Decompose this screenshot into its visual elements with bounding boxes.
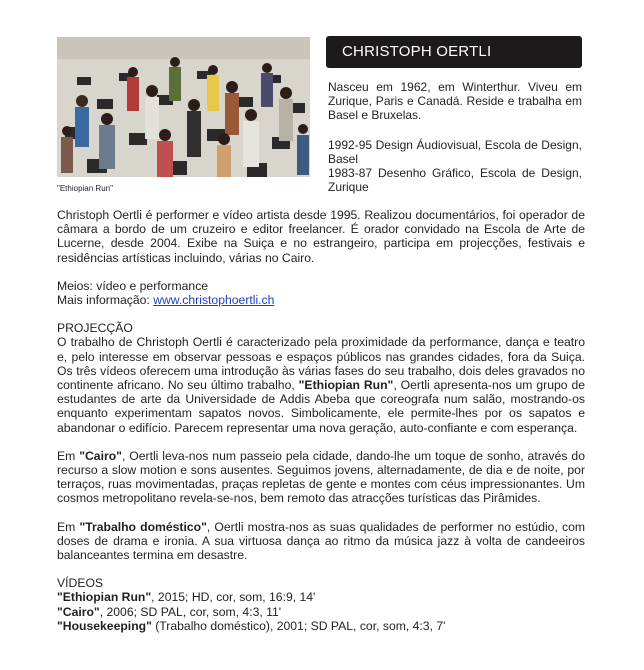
video-title: "Cairo" xyxy=(57,604,100,619)
video-details: (Trabalho doméstico), 2001; SD PAL, cor, som, 4:3, 7' xyxy=(151,618,446,633)
videos-heading: VÍDEOS xyxy=(57,576,104,591)
video-title: "Housekeeping" xyxy=(57,618,152,633)
artist-name-banner xyxy=(326,36,582,68)
video-list-item xyxy=(57,605,585,619)
work-title: "Trabalho doméstico" xyxy=(79,519,207,534)
education-list xyxy=(328,138,582,194)
artist-bio: Nasceu em 1962, em Winterthur. Viveu em Zurique, Paris e Canadá. Reside e trabalha em Basel e Bruxelas. xyxy=(328,80,582,122)
video-list-item xyxy=(57,590,585,604)
work-title: "Ethiopian Run" xyxy=(298,378,394,393)
video-title: "Ethiopian Run" xyxy=(57,590,152,605)
intro-paragraph: Christoph Oertli é performer e vídeo artista desde 1995. Realizou documentários, foi operador de câmara a bordo de um cruzeiro e editor freelancer. É orador convidado na Escola de Arte de Lucerne, desde 2004. Exibe na Suiça e no estrangeiro, participa em projecções, festivais e residências artísticas incluindo, várias no Cairo. xyxy=(57,208,585,265)
website-link[interactable]: www.christophoertli.ch xyxy=(153,293,275,308)
video-still-photo xyxy=(57,37,310,177)
more-info-label: Mais informação: xyxy=(57,293,154,308)
main-text xyxy=(57,208,585,633)
media-line: Meios: vídeo e performance xyxy=(57,278,209,293)
photo-caption: "Ethiopian Run" xyxy=(57,184,113,193)
work-title: "Cairo" xyxy=(79,448,122,463)
more-info-line xyxy=(57,293,585,307)
video-details: , 2006; SD PAL, cor, som, 4:3, 11' xyxy=(99,604,282,619)
education-item: 1992-95 Design Áudiovisual, Escola de Design, Basel xyxy=(328,138,582,166)
projection-paragraph-ethiopian-run: O trabalho de Christoph Oertli é caracterizado pela proximidade da performance, dança e teatro e, pelo interesse em observar pessoas e espaços públicos nas grandes cidades, fora da Suiça. Os três vídeos oferecem uma introdução às várias fases do seu trabalho, dois deles gravados no continente africano. No seu último trabalho, "Ethiopian Run", Oertli apresenta-nos um grupo de estudantes de arte da Universidade de Addis Abeba que coreografa num salão, mostrando-os enquanto experimentam sapatos novos. Simbolicamente, ele permite-lhes por os sapatos e abandonar o edifício. Parecem representar uma nova geração, auto-confiante e com esperança. xyxy=(57,335,585,435)
projection-paragraph-housekeeping: Em "Trabalho doméstico", Oertli mostra-nos as suas qualidades de performer no estúdio, com doses de drama e ironia. A sua virtuosa dança ao ritmo da música jazz à volta de candeeiros balanceantes termina em desastre. xyxy=(57,519,586,563)
artist-name: CHRISTOPH OERTLI xyxy=(342,43,492,60)
video-list-item xyxy=(57,619,585,633)
projection-heading: PROJECÇÃO xyxy=(57,321,133,336)
projection-paragraph-cairo: Em "Cairo", Oertli leva-nos num passeio pela cidade, dando-lhe um toque de sonho, através do recurso a slow motion e sons ausentes. Seguimos jovens, alternadamente, de dia e de noite, por terraços, ruas movimentadas, praças repletas de gente e montes com céus impressionantes. Um cosmos metropolitano revela-se-nos, bem remoto das atracções turísticas das Pirâmides. xyxy=(57,448,585,506)
education-item: 1983-87 Desenho Gráfico, Escola de Design, Zurique xyxy=(328,166,582,194)
video-details: , 2015; HD, cor, som, 16:9, 14' xyxy=(151,590,316,605)
crowd-on-checkered-floor-image xyxy=(57,37,310,177)
